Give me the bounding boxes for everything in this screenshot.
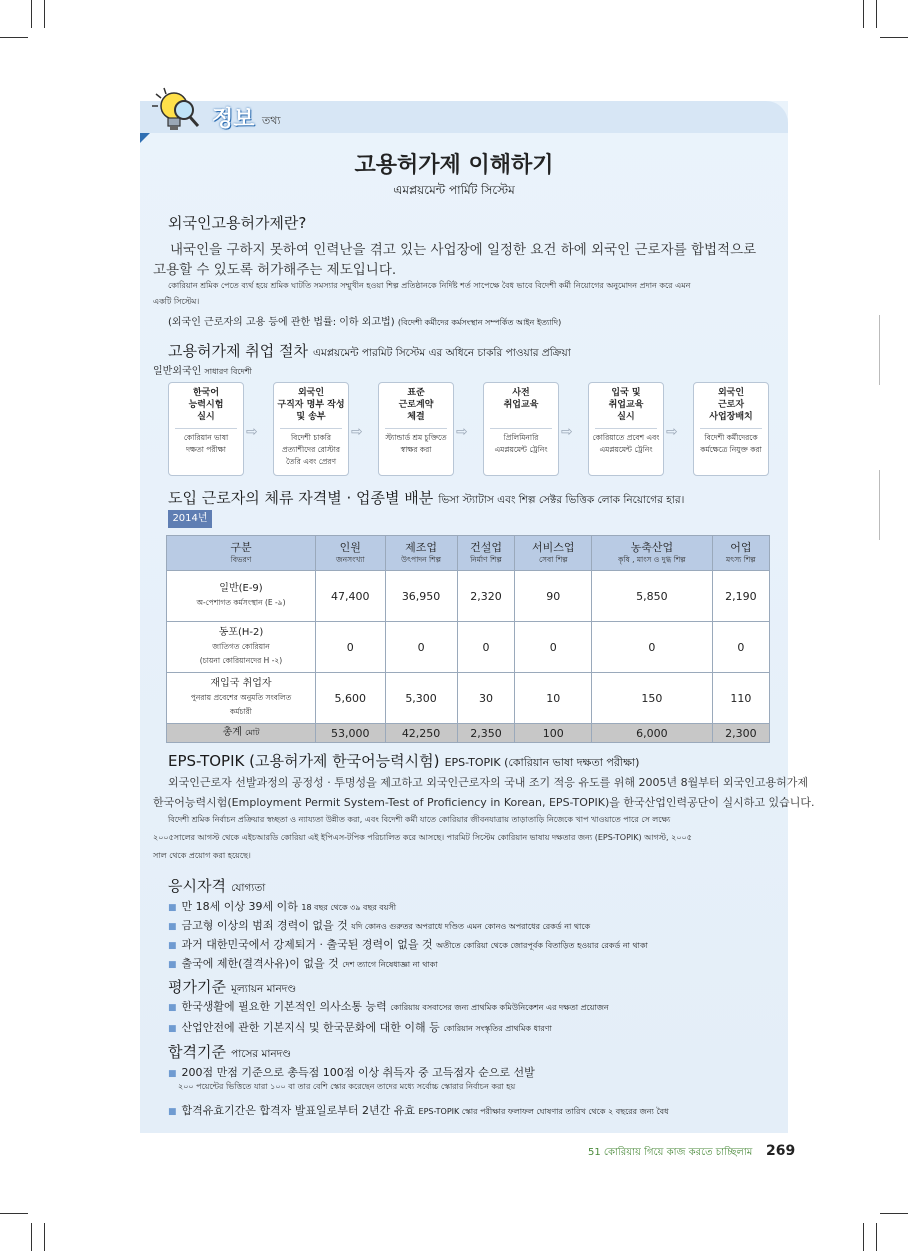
bullet-icon: ■ (168, 922, 177, 932)
column-header (457, 536, 515, 571)
table-cell: 90 (515, 571, 592, 622)
eligibility-heading-korean: 응시자격 (168, 877, 226, 895)
arrow-right-icon: ⇨ (246, 424, 258, 440)
table-cell: 150 (592, 673, 713, 724)
procedure-heading-bengali: এমপ্লয়মেন্ট পারমিট সিস্টেম এর অধিনে চাকরি পাওয়ার প্রক্রিয়া (313, 347, 571, 359)
procedure-step (168, 382, 244, 476)
eligibility-item-korean: 출국에 제한(결격사유)이 없을 것 (181, 957, 343, 970)
column-header-bengali: কৃষি , মাংস ও দুগ্ধ শিল্প (618, 555, 686, 564)
eligibility-heading-bengali: যোগ্যতা (231, 882, 266, 894)
crop-mark (880, 37, 908, 38)
crop-mark (0, 1213, 28, 1214)
definition-heading: 외국인고용허가제란? (168, 214, 307, 232)
procedure-label-korean: 일반외국인 (153, 366, 202, 377)
row-category (167, 622, 316, 673)
pass-heading-bengali: পাসের মানদণ্ড (231, 1048, 292, 1060)
eligibility-item (168, 955, 438, 972)
table-cell: 0 (316, 622, 386, 673)
column-header-korean: 어업 (730, 541, 752, 554)
info-header-title: 정보 (212, 107, 255, 132)
criteria-heading-korean: 평가기준 (168, 978, 226, 996)
info-header-subtitle: তথ্য (262, 114, 281, 127)
criteria-item-bengali: কোরিয়ান সংস্কৃতির প্রাথমিক ধারণা (443, 1024, 552, 1033)
column-header (592, 536, 713, 571)
crop-mark (863, 1223, 864, 1251)
crop-mark (876, 0, 877, 28)
side-mark (879, 315, 880, 385)
row-category (167, 571, 316, 622)
topik-bengali: বিদেশী শ্রমিক নির্বাচন প্রক্রিয়ার স্বচ্ছতা ও ন্যায্যতা উন্নীত করা, এবং বিদেশী কর্মী যাতে কোরিয়ার জীবনযাত্রায় তাড়াতাড়ি নিজেকে খাপ খাওয়াতে পারে সে লক্ষ্যে (168, 815, 671, 824)
table-row (167, 622, 770, 673)
procedure-step (588, 382, 664, 476)
table-total-row (167, 724, 770, 743)
procedure-step (693, 382, 769, 476)
bullet-icon: ■ (168, 1069, 177, 1079)
topik-heading-bengali: EPS-TOPIK (কোরিয়ান ভাষা দক্ষতা পরীক্ষা) (444, 756, 640, 769)
criteria-item (168, 998, 609, 1015)
bullet-icon: ■ (168, 941, 177, 951)
side-mark (879, 470, 880, 540)
criteria-item (168, 1019, 552, 1036)
step-description: কোরিয়াতে প্রবেশ এবং এমপ্লয়মেন্ট ট্রেনিং (592, 433, 660, 454)
pass-item-korean: 200점 만점 기준으로 총득점 100점 이상 취득자 중 고득점자 순으로 선발 (181, 1066, 535, 1079)
criteria-item-bengali: কোরিয়ায় বসবাসের জন্য প্রাথমিক কমিউনিকেশন এর দক্ষতা প্রয়োজন (390, 1003, 609, 1012)
column-header-korean: 서비스업 (532, 541, 575, 554)
step-title: 입국 및 취업교육 실시 (608, 388, 644, 422)
bullet-icon: ■ (168, 960, 177, 970)
row-category-korean: 재입국 취업자 (210, 678, 272, 689)
bullet-icon: ■ (168, 1024, 177, 1034)
table-cell: 110 (712, 673, 769, 724)
eligibility-item-bengali: যদি কোনও গুরুতর অপরাধে দণ্ডিত এমন কোনও অপরাধের রেকর্ড না থাকে (351, 922, 591, 931)
column-header-korean: 제조업 (405, 541, 437, 554)
procedure-heading (168, 340, 571, 363)
arrow-right-icon: ⇨ (456, 424, 468, 440)
quota-table (166, 535, 770, 743)
row-category (167, 673, 316, 724)
step-description: স্ট্যান্ডার্ড শ্রম চুক্তিতে স্বাক্ষর করা (385, 433, 447, 454)
crop-mark (876, 1223, 877, 1251)
column-header-korean: 인원 (339, 541, 361, 554)
table-cell: 0 (515, 622, 592, 673)
criteria-item-korean: 한국생활에 필요한 기본적인 의사소통 능력 (181, 1000, 391, 1013)
step-divider (595, 428, 657, 429)
table-cell: 5,850 (592, 571, 713, 622)
criteria-item-korean: 산업안전에 관한 기본지식 및 한국문화에 대한 이해 등 (181, 1021, 444, 1034)
total-label (167, 724, 316, 743)
procedure-label-bengali: সাধারণ বিদেশী (204, 367, 252, 376)
step-divider (175, 428, 237, 429)
header-corner (140, 133, 150, 143)
table-cell: 5,600 (316, 673, 386, 724)
table-cell: 0 (592, 622, 713, 673)
step-divider (280, 428, 342, 429)
chapter-label: 51 কোরিয়ায় গিয়ে কাজ করতে চাচ্ছিলাম (588, 1147, 753, 1158)
table-cell: 2,190 (712, 571, 769, 622)
quota-heading (168, 487, 684, 510)
row-category-korean: 동포(H-2) (218, 627, 264, 638)
topik-bengali: সাল থেকে প্রয়োগ করা হয়েছে। (153, 851, 251, 860)
table-cell: 47,400 (316, 571, 386, 622)
table-cell: 2,320 (457, 571, 515, 622)
total-cell: 53,000 (316, 724, 386, 743)
pass-item (168, 1064, 535, 1080)
column-header-bengali: সেবা শিল্প (538, 555, 568, 564)
pass-heading-korean: 합격기준 (168, 1043, 226, 1061)
pass-item-bengali: EPS-TOPIK স্কোর পরীক্ষার ফলাফল ঘোষণার তারিখ থেকে ২ বছরের জন্য বৈধ (418, 1107, 669, 1116)
crop-mark (863, 0, 864, 28)
crop-mark (880, 1213, 908, 1214)
criteria-heading-bengali: মূল্যায়ন মানদণ্ড (231, 983, 297, 995)
criteria-heading (168, 976, 296, 999)
table-body (167, 571, 770, 743)
step-divider (490, 428, 552, 429)
bullet-icon: ■ (168, 1107, 177, 1117)
total-cell: 2,350 (457, 724, 515, 743)
column-header-korean: 농축산업 (630, 541, 674, 554)
step-divider (700, 428, 762, 429)
pass-item (168, 1102, 669, 1119)
bullet-icon: ■ (168, 1003, 177, 1013)
step-title: 사전 취업교육 (503, 388, 539, 410)
step-title: 외국인 구직자 명부 작성 및 송부 (277, 388, 345, 422)
crop-mark (31, 1223, 32, 1251)
column-header-korean: 구분 (230, 541, 252, 554)
pass-item-bengali: ২০০ পয়েন্টের ভিত্তিতে যারা ১০০ বা তার বেশি স্কোর করেছেন তাদের মধ্যে সর্বোচ্চ স্কোরার নির্বাচন করা হয় (178, 1082, 516, 1091)
total-cell: 2,300 (712, 724, 769, 743)
quota-heading-korean: 도입 근로자의 체류 자격별 · 업종별 배분 (168, 489, 434, 507)
column-header-bengali: নির্মাণ শিল্প (470, 555, 502, 564)
procedure-label (153, 362, 252, 379)
law-reference (168, 313, 561, 330)
table-row (167, 673, 770, 724)
table-row (167, 571, 770, 622)
law-korean: (외국인 근로자의 고용 등에 관한 법률: 이하 외고법) (168, 317, 395, 328)
crop-mark (0, 37, 28, 38)
row-category-bengali: জাতিগত কোরিয়ান (চায়না কোরিয়ানদের H -২) (199, 642, 283, 665)
step-description: বিদেশী চাকরি প্রত্যাশীদের রোস্টার তৈরি এবং প্রেরণ (281, 433, 341, 466)
crop-mark (44, 0, 45, 28)
definition-line: 내국인을 구하지 못하여 인력난을 겪고 있는 사업장에 일정한 요건 하에 외국인 근로자를 합법적으로 (170, 242, 757, 258)
column-header (316, 536, 386, 571)
definition-bengali: কোরিয়ান শ্রমিক পেতে ব্যর্থ হয়ে শ্রমিক ঘাটতি সমস্যার সম্মুখীন হওয়া শিল্প প্রতিষ্ঠানকে নির্দিষ্ট শর্ত সাপেক্ষে বৈধ ভাবে বিদেশী কর্মী নিয়োগের অনুমোদন প্রদান করে এমন (168, 281, 691, 290)
table-header-row (167, 536, 770, 571)
step-divider (385, 428, 447, 429)
eligibility-item-bengali: 18 বছর থেকে ৩৯ বছর বয়সী (301, 903, 397, 912)
law-bengali: (বিদেশী কর্মীদের কর্মসংস্থান সম্পর্কিত আইন ইত্যাদি) (397, 318, 562, 327)
year-badge: 2014년 (168, 510, 212, 528)
topik-line: 외국인근로자 선발과정의 공정성 · 투명성을 제고하고 외국인근로자의 국내 조기 적응 유도를 위해 2005년 8월부터 외국인고용허가제 (168, 776, 808, 789)
column-header-bengali: বিভরণ (230, 555, 252, 564)
total-label-bengali: মোট (245, 728, 260, 737)
eligibility-heading (168, 875, 265, 898)
total-cell: 42,250 (385, 724, 457, 743)
step-description: কোরিয়ান ভাষা দক্ষতা পরীক্ষা (183, 433, 229, 454)
lightbulb-magnifier-icon (150, 86, 206, 136)
topik-bengali: ২০০৫সালের আগস্ট থেকে এইচআরডি কোরিয়া এই ইপিএস-টপিক পরিচালিত করে আসছে। পারমিট সিস্টেম কোরিয়ান ভাষায় দক্ষতার জন্য (EPS-TOPIK) আগস্ট, ২০০৫ (153, 833, 692, 842)
procedure-heading-korean: 고용허가제 취업 절차 (168, 342, 308, 360)
row-category-bengali: অ-পেশাগত কর্মসংস্থান (E -৯) (196, 598, 286, 607)
step-title: 표준 근로계약 체결 (398, 388, 434, 422)
step-title: 한국어 능력시험 실시 (188, 388, 224, 422)
bullet-icon: ■ (168, 903, 177, 913)
arrow-right-icon: ⇨ (666, 424, 678, 440)
step-description: বিদেশী কর্মীদেরকে কর্মক্ষেত্রে নিযুক্ত করা (700, 433, 762, 454)
table-cell: 10 (515, 673, 592, 724)
page-subtitle: এমপ্লয়মেন্ট পার্মিট সিস্টেম (393, 183, 515, 197)
column-header-bengali: মৎস্য শিল্প (726, 555, 756, 564)
arrow-right-icon: ⇨ (561, 424, 573, 440)
column-header (712, 536, 769, 571)
arrow-right-icon: ⇨ (351, 424, 363, 440)
eligibility-item-bengali: দেশ ত্যাগে নিষেধাজ্ঞা না থাকা (342, 960, 438, 969)
pass-heading (168, 1041, 291, 1064)
table-cell: 30 (457, 673, 515, 724)
definition-line: 고용할 수 있도록 허가해주는 제도입니다. (153, 262, 397, 278)
table-cell: 0 (385, 622, 457, 673)
page-title: 고용허가제 이해하기 (354, 153, 554, 178)
eligibility-item (168, 917, 590, 934)
definition-bengali: একটি সিস্টেম। (153, 297, 200, 306)
table-cell: 0 (457, 622, 515, 673)
topik-heading-korean: EPS-TOPIK (고용허가제 한국어능력시험) (168, 752, 440, 770)
eligibility-item-bengali: অতীতে কোরিয়া থেকে জোরপূর্বক বিতাড়িত হওয়ার রেকর্ড না থাকা (436, 941, 648, 950)
step-description: প্রিলিমিনারি এমপ্লয়মেন্ট ট্রেনিং (494, 433, 548, 454)
pass-item-korean: 합격유효기간은 합격자 발표일로부터 2년간 유효 (181, 1104, 416, 1117)
crop-mark (31, 0, 32, 28)
page-number: 269 (766, 1143, 796, 1159)
eligibility-item-korean: 과거 대한민국에서 강제퇴거 · 출국된 경력이 없을 것 (181, 938, 437, 951)
eligibility-item-korean: 만 18세 이상 39세 이하 (181, 900, 302, 913)
procedure-step (378, 382, 454, 476)
total-cell: 6,000 (592, 724, 713, 743)
topik-heading (168, 750, 639, 773)
procedure-step (483, 382, 559, 476)
procedure-step (273, 382, 349, 476)
step-title: 외국인 근로자 사업장배치 (709, 388, 753, 422)
row-category-korean: 일반(E-9) (219, 583, 263, 594)
column-header-bengali: জনসংখ্যা (335, 555, 365, 564)
eligibility-item-korean: 금고형 이상의 범죄 경력이 없을 것 (181, 919, 352, 932)
eligibility-item (168, 898, 396, 915)
column-header (385, 536, 457, 571)
crop-mark (44, 1223, 45, 1251)
row-category-bengali: পুনরায় প্রবেশের অনুমতি সংবলিত কর্মচারী (190, 693, 292, 716)
column-header-korean: 건설업 (470, 541, 502, 554)
quota-heading-bengali: ভিসা স্ট্যাটাস এবং শিল্প সেক্টর ভিত্তিক লোক নিয়োগের হার। (438, 494, 685, 506)
total-label-korean: 총계 (222, 727, 246, 738)
column-header-bengali: উৎপাদন শিল্প (401, 555, 441, 564)
table-cell: 0 (712, 622, 769, 673)
column-header (167, 536, 316, 571)
table-cell: 5,300 (385, 673, 457, 724)
column-header (515, 536, 592, 571)
table-cell: 36,950 (385, 571, 457, 622)
eligibility-item (168, 936, 648, 953)
topik-line: 한국어능력시험(Employment Permit System-Test of Proficiency in Korean, EPS-TOPIK)을 한국산업인력공단이 실시하고 있습니다. (153, 796, 815, 809)
total-cell: 100 (515, 724, 592, 743)
